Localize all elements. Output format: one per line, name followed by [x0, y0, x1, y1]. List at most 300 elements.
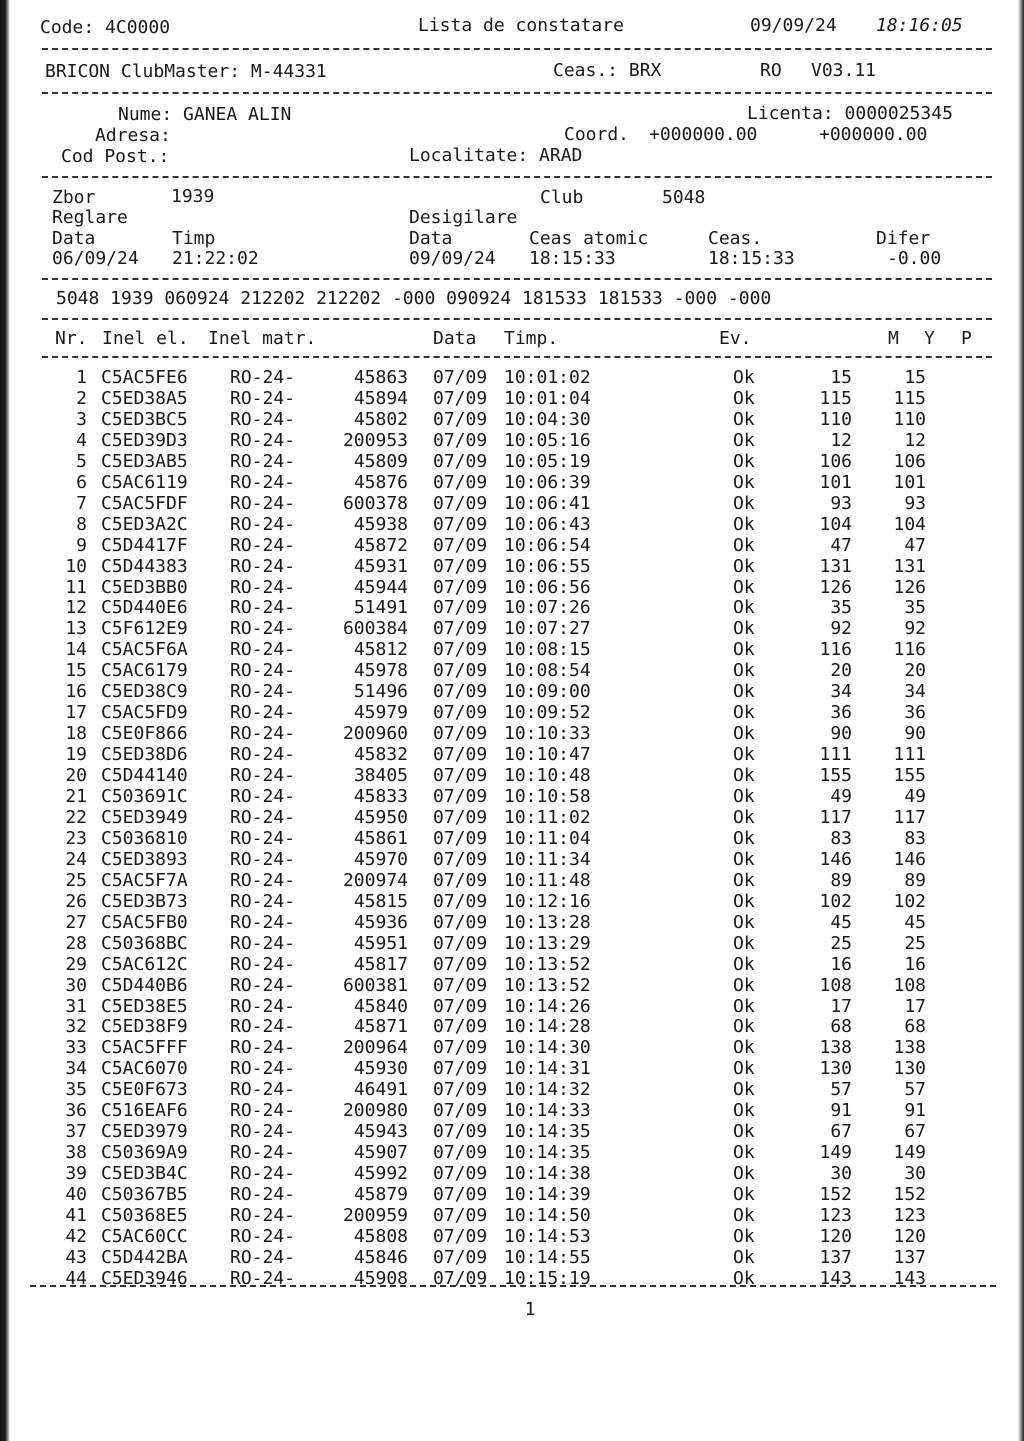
- cell-date: 07/09: [433, 472, 488, 493]
- cell-ev: Ok: [733, 1205, 755, 1226]
- cell-y: 57: [904, 1079, 926, 1100]
- cell-y: 120: [893, 1226, 926, 1247]
- cell-num: 45817: [353, 954, 408, 975]
- cell-time: 10:05:19: [504, 451, 591, 472]
- cell-ev: Ok: [733, 577, 755, 598]
- cell-ev: Ok: [733, 556, 755, 577]
- cell-y: 25: [904, 933, 926, 954]
- cell-num: 45863: [353, 367, 408, 388]
- cell-date: 07/09: [433, 744, 488, 765]
- cell-time: 10:14:55: [504, 1247, 591, 1268]
- cell-date: 07/09: [433, 367, 488, 388]
- cell-num: 45978: [353, 660, 408, 681]
- cell-date: 07/09: [433, 870, 488, 891]
- cell-m: 116: [819, 639, 852, 660]
- cell-nr: 7: [76, 493, 87, 514]
- cell-m: 115: [819, 388, 852, 409]
- cell-pre: RO-24-: [230, 702, 296, 723]
- cell-time: 10:10:58: [504, 786, 591, 807]
- col-inel-el: Inel el.: [102, 328, 189, 349]
- ceas-atomic-label: Ceas atomic: [529, 228, 649, 249]
- cell-pre: RO-24-: [230, 367, 296, 388]
- cell-el: C5ED3893: [101, 849, 188, 870]
- cell-nr: 34: [65, 1058, 87, 1079]
- cell-m: 67: [830, 1121, 852, 1142]
- difference: -0.00: [887, 248, 942, 269]
- cell-date: 07/09: [433, 1079, 488, 1100]
- cell-num: 45840: [353, 996, 408, 1017]
- cell-date: 07/09: [433, 1100, 488, 1121]
- cell-num: 45970: [353, 849, 408, 870]
- club-value: 5048: [662, 187, 706, 208]
- cell-date: 07/09: [433, 493, 488, 514]
- cell-pre: RO-24-: [230, 639, 296, 660]
- cell-ev: Ok: [733, 807, 755, 828]
- coord-label: Coord.: [564, 124, 630, 145]
- cell-el: C5D442BA: [101, 1247, 188, 1268]
- cell-el: C5ED3979: [101, 1121, 188, 1142]
- cell-el: C50367B5: [101, 1184, 188, 1205]
- cell-nr: 23: [65, 828, 87, 849]
- cell-y: 47: [904, 535, 926, 556]
- cell-m: 15: [830, 367, 852, 388]
- cell-m: 137: [819, 1247, 852, 1268]
- reglare-date: 06/09/24: [52, 248, 139, 269]
- clock-time: 18:15:33: [708, 248, 795, 269]
- cell-el: C5ED38F9: [101, 1016, 188, 1037]
- cell-m: 25: [830, 933, 852, 954]
- cell-y: 35: [904, 597, 926, 618]
- cell-pre: RO-24-: [230, 409, 296, 430]
- postal-label: Cod Post.:: [61, 146, 170, 167]
- cell-nr: 28: [65, 933, 87, 954]
- cell-date: 07/09: [433, 1163, 488, 1184]
- cell-el: C5AC5FD9: [101, 702, 188, 723]
- cell-nr: 43: [65, 1247, 87, 1268]
- cell-pre: RO-24-: [230, 786, 296, 807]
- cell-m: 89: [830, 870, 852, 891]
- cell-nr: 3: [76, 409, 87, 430]
- difer-label: Difer: [876, 228, 931, 249]
- cell-pre: RO-24-: [230, 556, 296, 577]
- cell-el: C5E0F673: [101, 1079, 188, 1100]
- cell-m: 12: [830, 430, 852, 451]
- reglare-time: 21:22:02: [172, 248, 259, 269]
- cell-nr: 14: [65, 639, 87, 660]
- atomic-time: 18:15:33: [529, 248, 616, 269]
- cell-y: 36: [904, 702, 926, 723]
- zbor-value: 1939: [171, 186, 215, 207]
- cell-ev: Ok: [733, 451, 755, 472]
- cell-nr: 36: [65, 1100, 87, 1121]
- cell-ev: Ok: [733, 660, 755, 681]
- cell-el: C5ED38A5: [101, 388, 188, 409]
- cell-nr: 6: [76, 472, 87, 493]
- cell-date: 07/09: [433, 933, 488, 954]
- cell-y: 30: [904, 1163, 926, 1184]
- cell-date: 07/09: [433, 807, 488, 828]
- cell-time: 10:14:30: [504, 1037, 591, 1058]
- cell-el: C5ED3BC5: [101, 409, 188, 430]
- cell-pre: RO-24-: [230, 975, 296, 996]
- cell-ev: Ok: [733, 723, 755, 744]
- cell-el: C5ED3946: [101, 1268, 188, 1289]
- reglare-label: Reglare: [52, 207, 128, 228]
- coord-lon: +000000.00: [819, 124, 928, 145]
- cell-time: 10:01:04: [504, 388, 591, 409]
- cell-time: 10:08:54: [504, 660, 591, 681]
- cell-nr: 8: [76, 514, 87, 535]
- cell-ev: Ok: [733, 535, 755, 556]
- cell-ev: Ok: [733, 1184, 755, 1205]
- cell-num: 600381: [342, 975, 408, 996]
- cell-el: C5D44140: [101, 765, 188, 786]
- cell-time: 10:14:35: [504, 1142, 591, 1163]
- cell-date: 07/09: [433, 828, 488, 849]
- cell-pre: RO-24-: [230, 912, 296, 933]
- cell-y: 108: [893, 975, 926, 996]
- cell-date: 07/09: [433, 1142, 488, 1163]
- cell-m: 143: [819, 1268, 852, 1289]
- cell-num: 51491: [353, 597, 408, 618]
- cell-pre: RO-24-: [230, 660, 296, 681]
- cell-time: 10:14:32: [504, 1079, 591, 1100]
- cell-ev: Ok: [733, 849, 755, 870]
- cell-el: C5AC5FFF: [101, 1037, 188, 1058]
- cell-num: 45879: [353, 1184, 408, 1205]
- cell-el: C5ED38E5: [101, 996, 188, 1017]
- cell-time: 10:09:52: [504, 702, 591, 723]
- cell-y: 12: [904, 430, 926, 451]
- country-code: RO: [760, 60, 782, 81]
- cell-m: 34: [830, 681, 852, 702]
- cell-ev: Ok: [733, 1037, 755, 1058]
- address-label: Adresa:: [95, 125, 171, 146]
- cell-el: C5ED3949: [101, 807, 188, 828]
- cell-date: 07/09: [433, 891, 488, 912]
- cell-ev: Ok: [733, 933, 755, 954]
- cell-ev: Ok: [733, 1247, 755, 1268]
- cell-nr: 1: [76, 367, 87, 388]
- cell-y: 123: [893, 1205, 926, 1226]
- cell-m: 155: [819, 765, 852, 786]
- cell-time: 10:14:26: [504, 996, 591, 1017]
- cell-m: 152: [819, 1184, 852, 1205]
- cell-m: 131: [819, 556, 852, 577]
- cell-ev: Ok: [733, 472, 755, 493]
- cell-y: 16: [904, 954, 926, 975]
- cell-pre: RO-24-: [230, 828, 296, 849]
- cell-date: 07/09: [433, 1268, 488, 1289]
- cell-date: 07/09: [433, 577, 488, 598]
- cell-time: 10:08:15: [504, 639, 591, 660]
- cell-pre: RO-24-: [230, 723, 296, 744]
- cell-nr: 19: [65, 744, 87, 765]
- cell-el: C5AC5F6A: [101, 639, 188, 660]
- cell-ev: Ok: [733, 975, 755, 996]
- cell-ev: Ok: [733, 1226, 755, 1247]
- cell-m: 83: [830, 828, 852, 849]
- club-label: Club: [540, 187, 584, 208]
- cell-nr: 12: [65, 597, 87, 618]
- cell-ev: Ok: [733, 1121, 755, 1142]
- cell-m: 104: [819, 514, 852, 535]
- cell-date: 07/09: [433, 1121, 488, 1142]
- cell-time: 10:15:19: [504, 1268, 591, 1289]
- report-date: 09/09/24: [750, 15, 837, 36]
- cell-y: 17: [904, 996, 926, 1017]
- cell-date: 07/09: [433, 409, 488, 430]
- cell-m: 120: [819, 1226, 852, 1247]
- cell-y: 49: [904, 786, 926, 807]
- cell-num: 45992: [353, 1163, 408, 1184]
- cell-date: 07/09: [433, 723, 488, 744]
- cell-y: 138: [893, 1037, 926, 1058]
- cell-date: 07/09: [433, 388, 488, 409]
- cell-num: 45908: [353, 1268, 408, 1289]
- cell-m: 149: [819, 1142, 852, 1163]
- cell-time: 10:10:47: [504, 744, 591, 765]
- cell-m: 126: [819, 577, 852, 598]
- cell-el: C5D440B6: [101, 975, 188, 996]
- cell-el: C5ED3B4C: [101, 1163, 188, 1184]
- cell-ev: Ok: [733, 430, 755, 451]
- cell-el: C5AC5FDF: [101, 493, 188, 514]
- cell-ev: Ok: [733, 891, 755, 912]
- cell-time: 10:06:55: [504, 556, 591, 577]
- cell-el: C5AC5F7A: [101, 870, 188, 891]
- cell-num: 46491: [353, 1079, 408, 1100]
- cell-m: 91: [830, 1100, 852, 1121]
- cell-num: 45861: [353, 828, 408, 849]
- cell-y: 90: [904, 723, 926, 744]
- owner-name: Nume: GANEA ALIN: [118, 104, 292, 125]
- cell-y: 143: [893, 1268, 926, 1289]
- cell-el: C5ED3A2C: [101, 514, 188, 535]
- cell-num: 45832: [353, 744, 408, 765]
- cell-ev: Ok: [733, 409, 755, 430]
- cell-num: 200980: [342, 1100, 408, 1121]
- cell-time: 10:14:50: [504, 1205, 591, 1226]
- cell-pre: RO-24-: [230, 577, 296, 598]
- divider: [30, 1285, 996, 1287]
- cell-num: 45802: [353, 409, 408, 430]
- cell-el: C5F612E9: [101, 618, 188, 639]
- cell-y: 149: [893, 1142, 926, 1163]
- cell-el: C516EAF6: [101, 1100, 188, 1121]
- cell-time: 10:05:16: [504, 430, 591, 451]
- cell-nr: 25: [65, 870, 87, 891]
- cell-pre: RO-24-: [230, 1226, 296, 1247]
- cell-time: 10:06:43: [504, 514, 591, 535]
- cell-m: 47: [830, 535, 852, 556]
- cell-num: 200960: [342, 723, 408, 744]
- cell-el: C5ED38D6: [101, 744, 188, 765]
- cell-ev: Ok: [733, 639, 755, 660]
- cell-time: 10:10:33: [504, 723, 591, 744]
- cell-pre: RO-24-: [230, 430, 296, 451]
- cell-time: 10:14:39: [504, 1184, 591, 1205]
- cell-ev: Ok: [733, 954, 755, 975]
- cell-ev: Ok: [733, 765, 755, 786]
- cell-num: 45943: [353, 1121, 408, 1142]
- cell-el: C5D440E6: [101, 597, 188, 618]
- col-inel-matr: Inel matr.: [208, 328, 317, 349]
- cell-date: 07/09: [433, 597, 488, 618]
- owner-license: Licenta: 0000025345: [747, 103, 953, 124]
- cell-nr: 29: [65, 954, 87, 975]
- cell-m: 108: [819, 975, 852, 996]
- cell-num: 45936: [353, 912, 408, 933]
- cell-m: 102: [819, 891, 852, 912]
- cell-ev: Ok: [733, 618, 755, 639]
- cell-ev: Ok: [733, 1100, 755, 1121]
- cell-el: C50368BC: [101, 933, 188, 954]
- cell-el: C50369A9: [101, 1142, 188, 1163]
- cell-el: C5AC5FE6: [101, 367, 188, 388]
- cell-el: C5ED3B73: [101, 891, 188, 912]
- cell-time: 10:13:29: [504, 933, 591, 954]
- cell-nr: 11: [65, 577, 87, 598]
- cell-pre: RO-24-: [230, 1016, 296, 1037]
- cell-el: C50368E5: [101, 1205, 188, 1226]
- cell-pre: RO-24-: [230, 681, 296, 702]
- cell-num: 45815: [353, 891, 408, 912]
- col-p: P: [961, 328, 972, 349]
- cell-y: 93: [904, 493, 926, 514]
- cell-num: 45930: [353, 1058, 408, 1079]
- cell-nr: 40: [65, 1184, 87, 1205]
- cell-nr: 9: [76, 535, 87, 556]
- cell-time: 10:13:28: [504, 912, 591, 933]
- cell-m: 30: [830, 1163, 852, 1184]
- col-nr: Nr.: [55, 328, 88, 349]
- cell-m: 45: [830, 912, 852, 933]
- cell-y: 106: [893, 451, 926, 472]
- report-title: Lista de constatare: [418, 15, 624, 36]
- cell-m: 57: [830, 1079, 852, 1100]
- cell-m: 138: [819, 1037, 852, 1058]
- cell-y: 67: [904, 1121, 926, 1142]
- cell-y: 116: [893, 639, 926, 660]
- cell-pre: RO-24-: [230, 597, 296, 618]
- cell-nr: 38: [65, 1142, 87, 1163]
- cell-el: C5ED39D3: [101, 430, 188, 451]
- cell-pre: RO-24-: [230, 1100, 296, 1121]
- cell-nr: 17: [65, 702, 87, 723]
- cell-num: 45931: [353, 556, 408, 577]
- cell-ev: Ok: [733, 681, 755, 702]
- cell-pre: RO-24-: [230, 514, 296, 535]
- cell-num: 45876: [353, 472, 408, 493]
- cell-num: 45950: [353, 807, 408, 828]
- coord-lat: +000000.00: [649, 124, 758, 145]
- cell-num: 200953: [342, 430, 408, 451]
- cell-pre: RO-24-: [230, 891, 296, 912]
- cell-y: 102: [893, 891, 926, 912]
- cell-date: 07/09: [433, 786, 488, 807]
- cell-num: 51496: [353, 681, 408, 702]
- col-ev: Ev.: [719, 328, 752, 349]
- cell-time: 10:10:48: [504, 765, 591, 786]
- cell-nr: 10: [65, 556, 87, 577]
- cell-time: 10:14:38: [504, 1163, 591, 1184]
- locality: Localitate: ARAD: [409, 145, 583, 166]
- cell-date: 07/09: [433, 1247, 488, 1268]
- cell-nr: 24: [65, 849, 87, 870]
- cell-ev: Ok: [733, 597, 755, 618]
- cell-m: 110: [819, 409, 852, 430]
- cell-el: C5ED38C9: [101, 681, 188, 702]
- cell-y: 45: [904, 912, 926, 933]
- cell-y: 68: [904, 1016, 926, 1037]
- cell-time: 10:13:52: [504, 975, 591, 996]
- cell-time: 10:09:00: [504, 681, 591, 702]
- cell-num: 600384: [342, 618, 408, 639]
- cell-nr: 37: [65, 1121, 87, 1142]
- cell-time: 10:12:16: [504, 891, 591, 912]
- cell-time: 10:14:31: [504, 1058, 591, 1079]
- cell-time: 10:06:39: [504, 472, 591, 493]
- cell-m: 35: [830, 597, 852, 618]
- cell-y: 20: [904, 660, 926, 681]
- report-time: 18:16:05: [876, 15, 963, 36]
- cell-date: 07/09: [433, 660, 488, 681]
- cell-ev: Ok: [733, 514, 755, 535]
- cell-pre: RO-24-: [230, 1121, 296, 1142]
- cell-el: C5ED3BB0: [101, 577, 188, 598]
- cell-nr: 27: [65, 912, 87, 933]
- cell-time: 10:06:41: [504, 493, 591, 514]
- cell-date: 07/09: [433, 451, 488, 472]
- cell-num: 45872: [353, 535, 408, 556]
- cell-num: 38405: [353, 765, 408, 786]
- cell-y: 83: [904, 828, 926, 849]
- cell-pre: RO-24-: [230, 493, 296, 514]
- cell-time: 10:06:54: [504, 535, 591, 556]
- cell-y: 104: [893, 514, 926, 535]
- cell-date: 07/09: [433, 765, 488, 786]
- col-data: Data: [433, 328, 477, 349]
- cell-ev: Ok: [733, 744, 755, 765]
- ceas-label: Ceas.: [708, 228, 763, 249]
- cell-time: 10:11:34: [504, 849, 591, 870]
- cell-el: C5AC60CC: [101, 1226, 188, 1247]
- cell-pre: RO-24-: [230, 849, 296, 870]
- cell-nr: 41: [65, 1205, 87, 1226]
- cell-nr: 44: [65, 1268, 87, 1289]
- cell-pre: RO-24-: [230, 472, 296, 493]
- cell-y: 101: [893, 472, 926, 493]
- cell-nr: 39: [65, 1163, 87, 1184]
- cell-pre: RO-24-: [230, 1142, 296, 1163]
- cell-time: 10:14:35: [504, 1121, 591, 1142]
- cell-date: 07/09: [433, 1205, 488, 1226]
- cell-ev: Ok: [733, 388, 755, 409]
- cell-pre: RO-24-: [230, 1184, 296, 1205]
- cell-y: 155: [893, 765, 926, 786]
- cell-nr: 15: [65, 660, 87, 681]
- cell-nr: 32: [65, 1016, 87, 1037]
- cell-nr: 30: [65, 975, 87, 996]
- cell-date: 07/09: [433, 954, 488, 975]
- cell-m: 130: [819, 1058, 852, 1079]
- cell-y: 110: [893, 409, 926, 430]
- cell-ev: Ok: [733, 493, 755, 514]
- cell-m: 117: [819, 807, 852, 828]
- cell-pre: RO-24-: [230, 535, 296, 556]
- cell-nr: 33: [65, 1037, 87, 1058]
